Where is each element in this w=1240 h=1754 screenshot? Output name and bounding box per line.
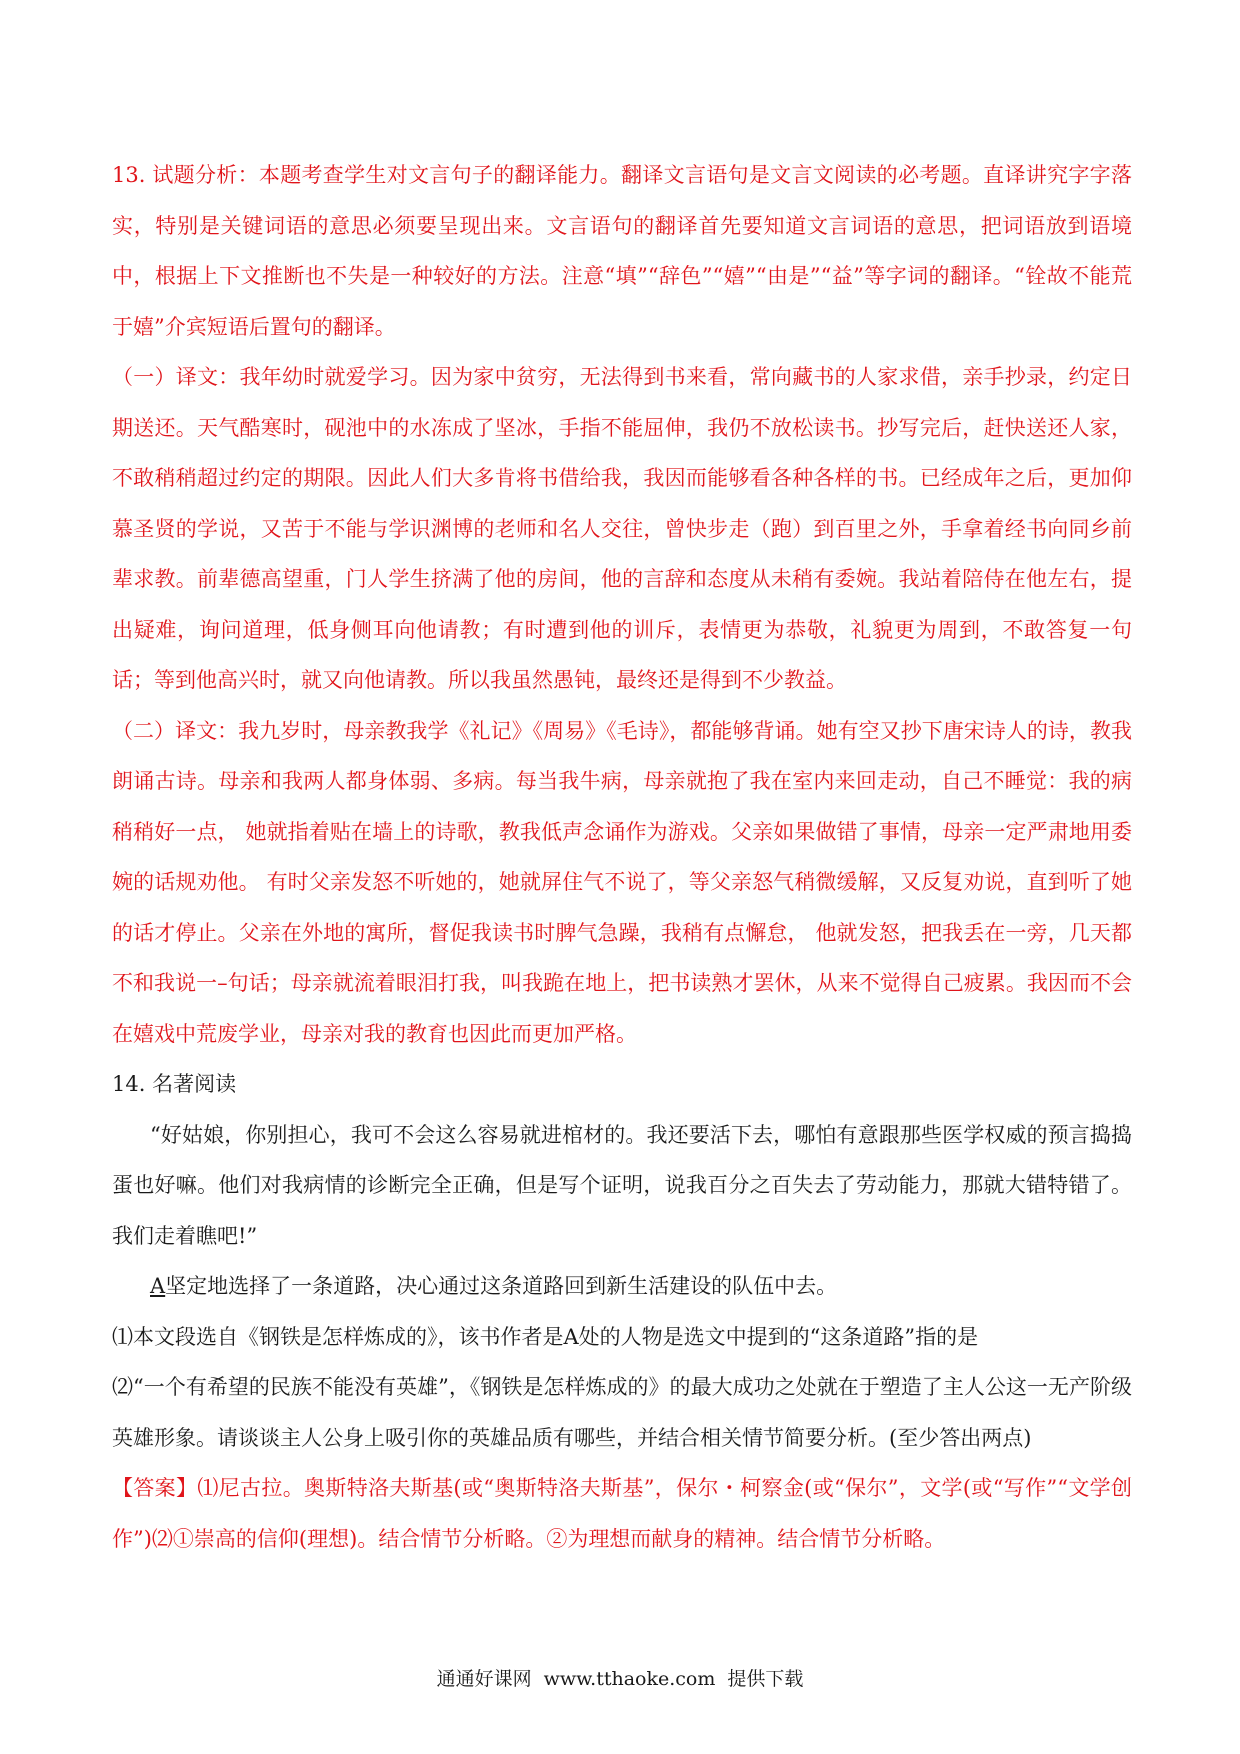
answer-label: 【答案】 bbox=[112, 1476, 198, 1500]
q13-analysis: 13. 试题分析：本题考查学生对文言句子的翻译能力。翻译文言语句是文言文阅读的必考题。直译讲究字字落实，特别是关键词语的意思必须要呈现出来。文言语句的翻译首先要知道文言词语的意思，把词语放到语境中，根据上下文推断也不失是一种较好的方法。注意“填”“辞色”“嬉”“由是”“益”等字词的翻译。“铨故不能荒于嬉”介宾短语后置句的翻译。 bbox=[112, 163, 1132, 339]
q14-question-2: ⑵“一个有希望的民族不能没有英雄”，《钢铁是怎样炼成的》的最大成功之处就在于塑造了主人公这一无产阶级英雄形象。请谈谈主人公身上吸引你的英雄品质有哪些，并结合相关情节简要分析。(至少答出两点) bbox=[112, 1375, 1132, 1450]
footer-suffix: 提供下载 bbox=[727, 1668, 804, 1690]
q14-title: 14. 名著阅读 bbox=[112, 1072, 237, 1096]
q14-line-a-mark: A bbox=[150, 1274, 166, 1298]
q14-line-a bbox=[112, 1261, 1132, 1312]
q14-quote: “好姑娘，你别担心，我可不会这么容易就进棺材的。我还要活下去，哪怕有意跟那些医学权威的预言捣捣蛋也好嘛。他们对我病情的诊断完全正确，但是写个证明，说我百分之百失去了劳动能力，那就大错特错了。我们走着瞧吧!” bbox=[112, 1122, 1132, 1248]
page-footer bbox=[0, 1664, 1240, 1691]
q14-line-a-text: 坚定地选择了一条道路，决心通过这条道路回到新生活建设的队伍中去。 bbox=[165, 1274, 838, 1298]
page-content bbox=[112, 150, 1132, 1564]
q14-answer bbox=[112, 1463, 1132, 1564]
q13-translation-2: （二）译文：我九岁时，母亲教我学《礼记》《周易》《毛诗》，都能够背诵。她有空又抄下唐宋诗人的诗，教我朗诵古诗。母亲和我两人都身体弱、多病。每当我牛病，母亲就抱了我在室内来回走动，自己不睡觉：我的病稍稍好一点， 她就指着贴在墙上的诗歌，教我低声念诵作为游戏。父亲如果做错了事情，母亲一定严肃地用委婉的话规劝他。 有时父亲发怒不听她的，她就屏住气不说了，等父亲怒气稍微缓解，又反复劝说，直到听了她的话才停止。父亲在外地的寓所，督促我读书时脾气急躁，我稍有点懈怠， 他就发怒，把我丢在一旁，几天都不和我说一–句话；母亲就流着眼泪打我，叫我跪在地上，把书读熟才罢休，从来不觉得自己疲累。我因而不会在嬉戏中荒废学业，母亲对我的教育也因此而更加严格。 bbox=[112, 718, 1132, 1046]
q14-question-1: ⑴本文段选自《钢铁是怎样炼成的》，该书作者是A处的人物是选文中提到的“这条道路”指的是 bbox=[112, 1324, 979, 1349]
footer-url[interactable]: www.tthaoke.com bbox=[543, 1668, 716, 1690]
answer-text: ⑴尼古拉。奥斯特洛夫斯基(或“奥斯特洛夫斯基”，保尔・柯察金(或“保尔”，文学(或“写作”“文学创作”)⑵①崇高的信仰(理想)。结合情节分析略。②为理想而献身的精神。结合情节分析略。 bbox=[112, 1476, 1132, 1551]
q13-translation-1: （一）译文：我年幼时就爱学习。因为家中贫穷，无法得到书来看，常向藏书的人家求借，亲手抄录，约定日期送还。天气酷寒时，砚池中的水冻成了坚冰，手指不能屈伸，我仍不放松读书。抄写完后，赶快送还人家，不敢稍稍超过约定的期限。因此人们大多肯将书借给我，我因而能够看各种各样的书。已经成年之后，更加仰慕圣贤的学说，又苦于不能与学识渊博的老师和名人交往，曾快步走（跑）到百里之外，手拿着经书向同乡前辈求教。前辈德高望重，门人学生挤满了他的房间，他的言辞和态度从未稍有委婉。我站着陪侍在他左右，提出疑难，询问道理，低身侧耳向他请教；有时遭到他的训斥，表情更为恭敬，礼貌更为周到，不敢答复一句话；等到他高兴时，就又向他请教。所以我虽然愚钝，最终还是得到不少教益。 bbox=[112, 365, 1132, 692]
footer-site-name: 通通好课网 bbox=[436, 1668, 532, 1690]
